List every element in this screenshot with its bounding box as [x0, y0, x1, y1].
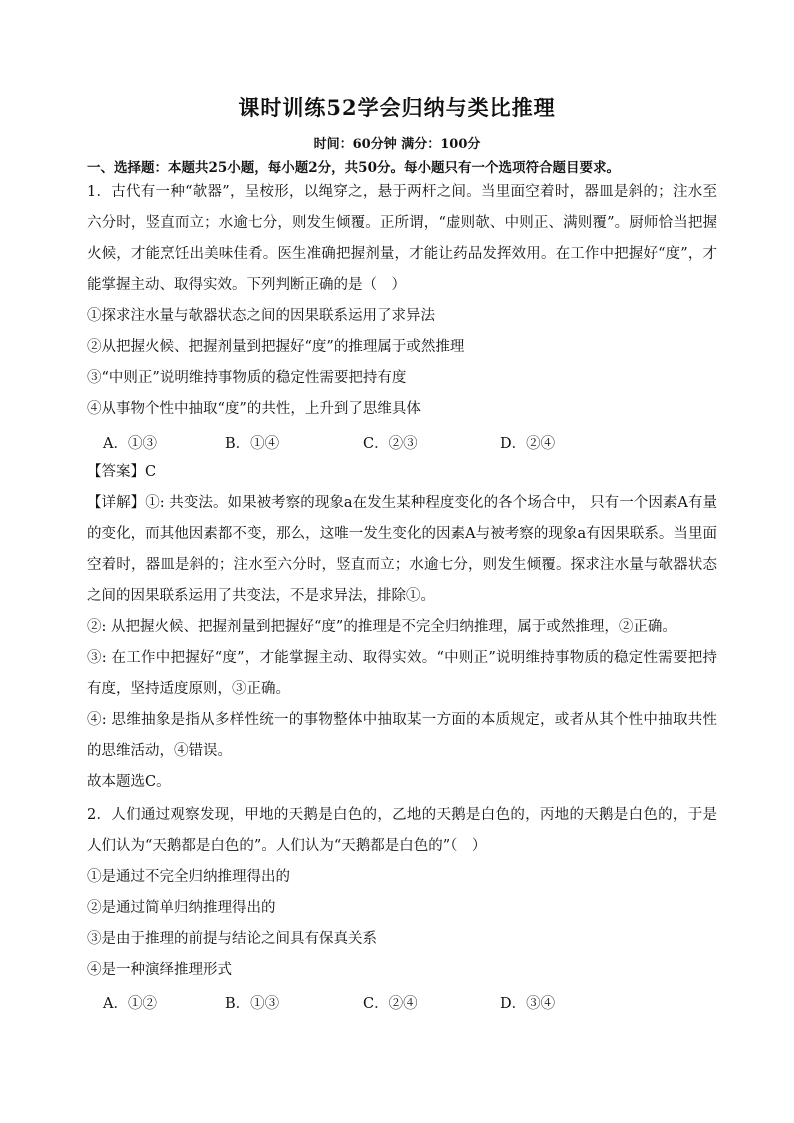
q2-option-a: A．①②: [103, 996, 157, 1012]
q2-item-2: ②是通过简单归纳推理得出的: [87, 900, 276, 916]
q1-option-a: A．①③: [103, 436, 157, 452]
q2-option-c: C．②④: [363, 996, 418, 1012]
q1-item-1: ①探求注水量与欹器状态之间的因果联系运用了求异法: [87, 308, 435, 324]
q1-item-2: ②从把握火候、把握剂量到把握好“度”的推理属于或然推理: [87, 339, 465, 355]
page-title: 课时训练52学会归纳与类比推理: [238, 95, 556, 120]
q1-option-d: D．②④: [500, 436, 556, 452]
q1-detail-2: ②: 从把握火候、把握剂量到把握好“度”的推理是不完全归纳推理，属于或然推理，②正确。: [87, 619, 677, 635]
q2-item-4: ④是一种演绎推理形式: [87, 962, 232, 978]
q2-option-d: D．③④: [500, 996, 556, 1012]
q1-stem: 1．古代有一种“欹器”，呈桉形，以绳穿之，悬于两杆之间。当里面空着时，器皿是斜的；注水至六分时，竖直而立；水逾七分，则发生倾覆。正所谓，“虚则欹、中则正、满则覆”。厨师恰当把握火候，才能烹饪出美味佳肴。医生准确把握剂量，才能让药品发挥效用。在工作中把握好“度”，才能掌握主动、取得实效。下列判断正确的是（ ）: [87, 184, 717, 293]
q1-option-b: B．①④: [225, 436, 280, 452]
q1-detail-4: ④: 思维抽象是指从多样性统一的事物整体中抽取某一方面的本质规定，或者从其个性中抽取共性的思维活动，④错误。: [87, 712, 717, 759]
q1-answer: 【答案】C: [87, 464, 157, 480]
q1-detail-1: 【详解】①: 共变法。如果被考察的现象a在发生某种程度变化的各个场合中， 只有一个因素A有量的变化，而其他因素都不变，那么，这唯一发生变化的因素A与被考察的现象a有因果联系。当里面空着时，器皿是斜的；注水至六分时，竖直而立；水逾七分，则发生倾覆。探求注水量与欹器状态之间的因果联系运用了共变法，不是求异法，排除①。: [87, 495, 717, 604]
q2-item-3: ③是由于推理的前提与结论之间具有保真关系: [87, 931, 377, 947]
q2-stem: 2．人们通过观察发现，甲地的天鹅是白色的，乙地的天鹅是白色的，丙地的天鹅是白色的，于是人们认为“天鹅都是白色的”。人们认为“天鹅都是白色的”（ ）: [87, 807, 717, 854]
q2-item-1: ①是通过不完全归纳推理得出的: [87, 869, 290, 885]
q1-conclusion: 故本题选C。: [87, 774, 171, 790]
q1-item-4: ④从事物个性中抽取“度”的共性，上升到了思维具体: [87, 401, 421, 417]
q1-option-c: C．②③: [363, 436, 418, 452]
q1-item-3: ③“中则正”说明维持事物质的稳定性需要把持有度: [87, 370, 407, 386]
q2-option-b: B．①③: [225, 996, 280, 1012]
q1-detail-3: ③: 在工作中把握好“度”，才能掌握主动、取得实效。“中则正”说明维持事物质的稳定性需要把持有度，坚持适度原则，③正确。: [87, 650, 717, 697]
exam-meta: 时间：60分钟 满分：100分: [313, 137, 481, 152]
section-heading: 一、选择题：本题共25小题，每小题2分，共50分。每小题只有一个选项符合题目要求。: [87, 160, 620, 176]
